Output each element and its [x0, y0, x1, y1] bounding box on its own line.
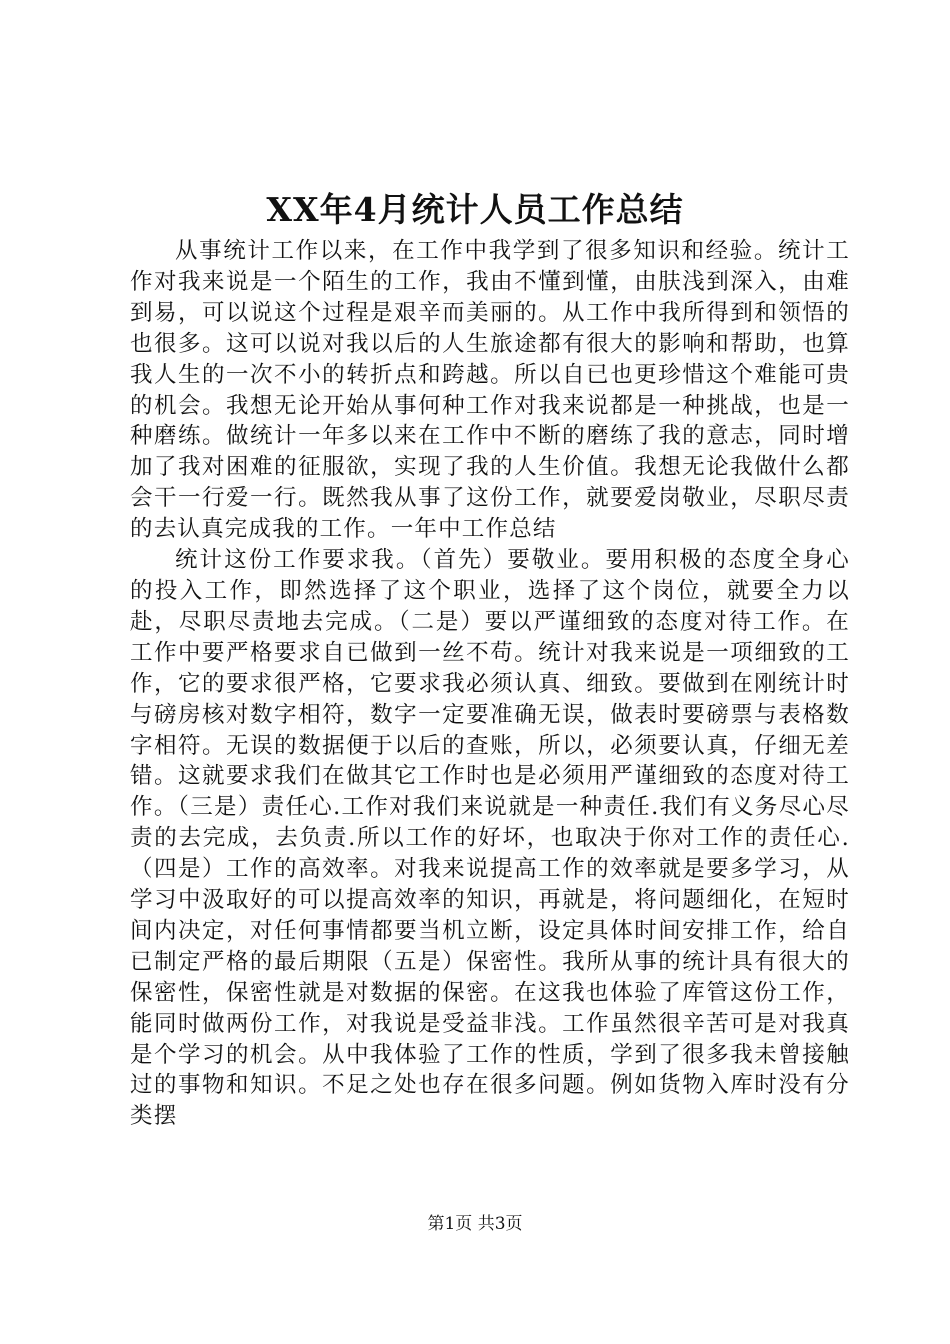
- page-number-footer: 第1页 共3页: [427, 1214, 523, 1234]
- document-body: [130, 236, 850, 1132]
- document-title: XX年4月统计人员工作总结: [266, 190, 684, 229]
- paragraph: 统计这份工作要求我。（首先）要敬业。要用积极的态度全身心的投入工作，即然选择了这个职业，选择了这个岗位，就要全力以赴，尽职尽责地去完成。（二是）要以严谨细致的态度对待工作。在工作中要严格要求自已做到一丝不苟。统计对我来说是一项细致的工作，它的要求很严格，它要求我必须认真、细致。要做到在刚统计时与磅房核对数字相符，数字一定要准确无误，做表时要磅票与表格数字相符。无误的数据便于以后的查账，所以，必须要认真，仔细无差错。这就要求我们在做其它工作时也是必须用严谨细致的态度对待工作。（三是）责任心.工作对我们来说就是一种责任.我们有义务尽心尽责的去完成，去负责.所以工作的好坏，也取决于你对工作的责任心.（四是）工作的高效率。对我来说提高工作的效率就是要多学习，从学习中汲取好的可以提高效率的知识，再就是，将问题细化，在短时间内决定，对任何事情都要当机立断，设定具体时间安排工作，给自已制定严格的最后期限（五是）保密性。我所从事的统计具有很大的保密性，保密性就是对数据的保密。在这我也体验了库管这份工作，能同时做两份工作，对我说是受益非浅。工作虽然很辛苦可是对我真是个学习的机会。从中我体验了工作的性质，学到了很多我未曾接触过的事物和知识。不足之处也存在很多问题。例如货物入库时没有分类摆: [130, 547, 850, 1130]
- paragraph: 从事统计工作以来，在工作中我学到了很多知识和经验。统计工作对我来说是一个陌生的工作，我由不懂到懂，由肤浅到深入，由难到易，可以说这个过程是艰辛而美丽的。从工作中我所得到和领悟的也很多。这可以说对我以后的人生旅途都有很大的影响和帮助，也算我人生的一次不小的转折点和跨越。所以自已也更珍惜这个难能可贵的机会。我想无论开始从事何种工作对我来说都是一种挑战，也是一种磨练。做统计一年多以来在工作中不断的磨练了我的意志，同时增加了我对困难的征服欲，实现了我的人生价值。我想无论我做什么都会干一行爱一行。既然我从事了这份工作，就要爱岗敬业，尽职尽责的去认真完成我的工作。一年中工作总结: [130, 238, 850, 543]
